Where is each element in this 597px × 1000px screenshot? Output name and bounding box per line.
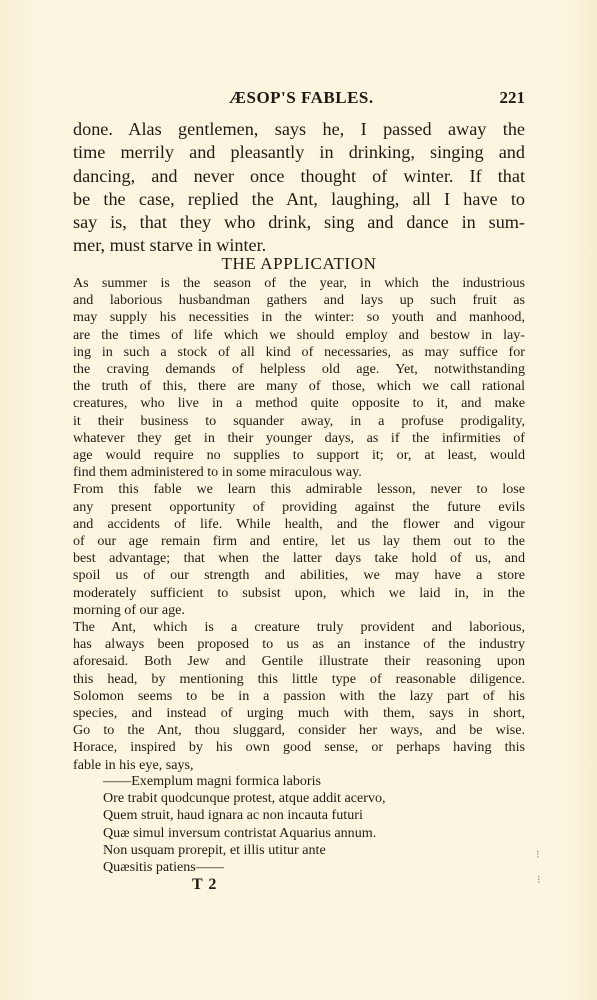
text-line: spoil us of our strength and abilities, we may have a store — [73, 567, 525, 584]
text-line: As summer is the season of the year, in which the industrious — [73, 275, 525, 291]
text-line: and laborious husbandman gathers and lays up such fruit as — [73, 292, 525, 309]
text-line: The Ant, which is a creature truly provident and laborious, — [73, 619, 525, 636]
text-line: best advantage; that when the latter days take hold of us, and — [73, 550, 525, 567]
section-title: THE APPLICATION — [221, 254, 377, 273]
text-line: of our age remain firm and entire, let us lay them out to the — [73, 533, 525, 550]
text-line: age would require no supplies to support it; or, at least, would — [73, 447, 525, 464]
text-line: morning of our age. — [73, 601, 185, 618]
text-line: are the times of life which we should employ and bestow in lay- — [73, 326, 525, 343]
text-line: this head, by mentioning this little type of reasonable diligence. — [73, 670, 525, 687]
text-line: find them administered to in some miraculous way. — [73, 464, 362, 481]
verse-line: Quæsitis patiens—— — [103, 859, 224, 876]
signature-mark: T 2 — [192, 876, 218, 893]
text-line: mer, must starve in winter. — [73, 235, 267, 256]
text-line: From this fable we learn this admirable lesson, never to lose — [73, 481, 525, 498]
text-line: whatever they get in their younger days, as if the infirmities of — [73, 429, 525, 446]
text-line: it their business to squander away, in a profuse prodigality, — [73, 412, 525, 429]
text-line: the truth of this, there are many of those, which we call rational — [73, 378, 525, 395]
margin-speck: ⁝ — [537, 874, 541, 886]
verse-line: Ore trabit quodcunque protest, atque addit acervo, — [103, 790, 386, 807]
text-line: moderately sufficient to subsist upon, which we laid in, in the — [73, 584, 525, 601]
text-line: time merrily and pleasantly in drinking, singing and — [73, 142, 525, 163]
latin-verse — [103, 773, 386, 876]
text-line: and accidents of life. While health, and the flower and vigour — [73, 515, 525, 532]
text-line: has always been proposed to us as an instance of the industry — [73, 636, 525, 653]
text-line: Solomon seems to be in a passion with the lazy part of his — [73, 687, 525, 704]
text-line: may supply his necessities in the winter: so youth and manhood, — [73, 309, 525, 326]
text-line: say is, that they who drink, sing and dance in sum- — [73, 212, 525, 233]
text-line: species, and instead of urging much with them, says in short, — [73, 705, 525, 722]
application-text — [73, 275, 525, 774]
page-header — [73, 88, 525, 110]
text-line: any present opportunity of providing against the future evils — [73, 498, 525, 515]
text-line: Go to the Ant, thou sluggard, consider her ways, and be wise. — [73, 722, 525, 739]
verse-line: Non usquam prorepit, et illis utitur ante — [103, 841, 326, 858]
text-line: aforesaid. Both Jew and Gentile illustrate their reasoning upon — [73, 653, 525, 670]
text-line: creatures, who live in a method quite opposite to it, and make — [73, 395, 525, 412]
verse-line: ——Exemplum magni formica laboris — [103, 773, 322, 789]
fable-text — [73, 118, 525, 258]
verse-line: Quæ simul inversum contristat Aquarius annum. — [103, 824, 377, 841]
margin-speck: ⁝ — [536, 849, 540, 861]
text-line: ing in such a stock of all kind of necessaries, as may suffice for — [73, 343, 525, 360]
text-line: dancing, and never once thought of winter. If that — [73, 165, 525, 186]
text-line: done. Alas gentlemen, says he, I passed away the — [73, 119, 525, 139]
page-number: 221 — [499, 88, 525, 107]
running-head: ÆSOP'S FABLES. — [229, 88, 374, 107]
text-line: the craving demands of helpless old age. Yet, notwithstanding — [73, 361, 525, 378]
text-line: be the case, replied the Ant, laughing, all I have to — [73, 188, 525, 209]
text-line: Horace, inspired by his own good sense, or perhaps having this — [73, 739, 525, 756]
verse-line: Quem struit, haud ignara ac non incauta futuri — [103, 807, 363, 824]
text-line: fable in his eye, says, — [73, 756, 194, 773]
